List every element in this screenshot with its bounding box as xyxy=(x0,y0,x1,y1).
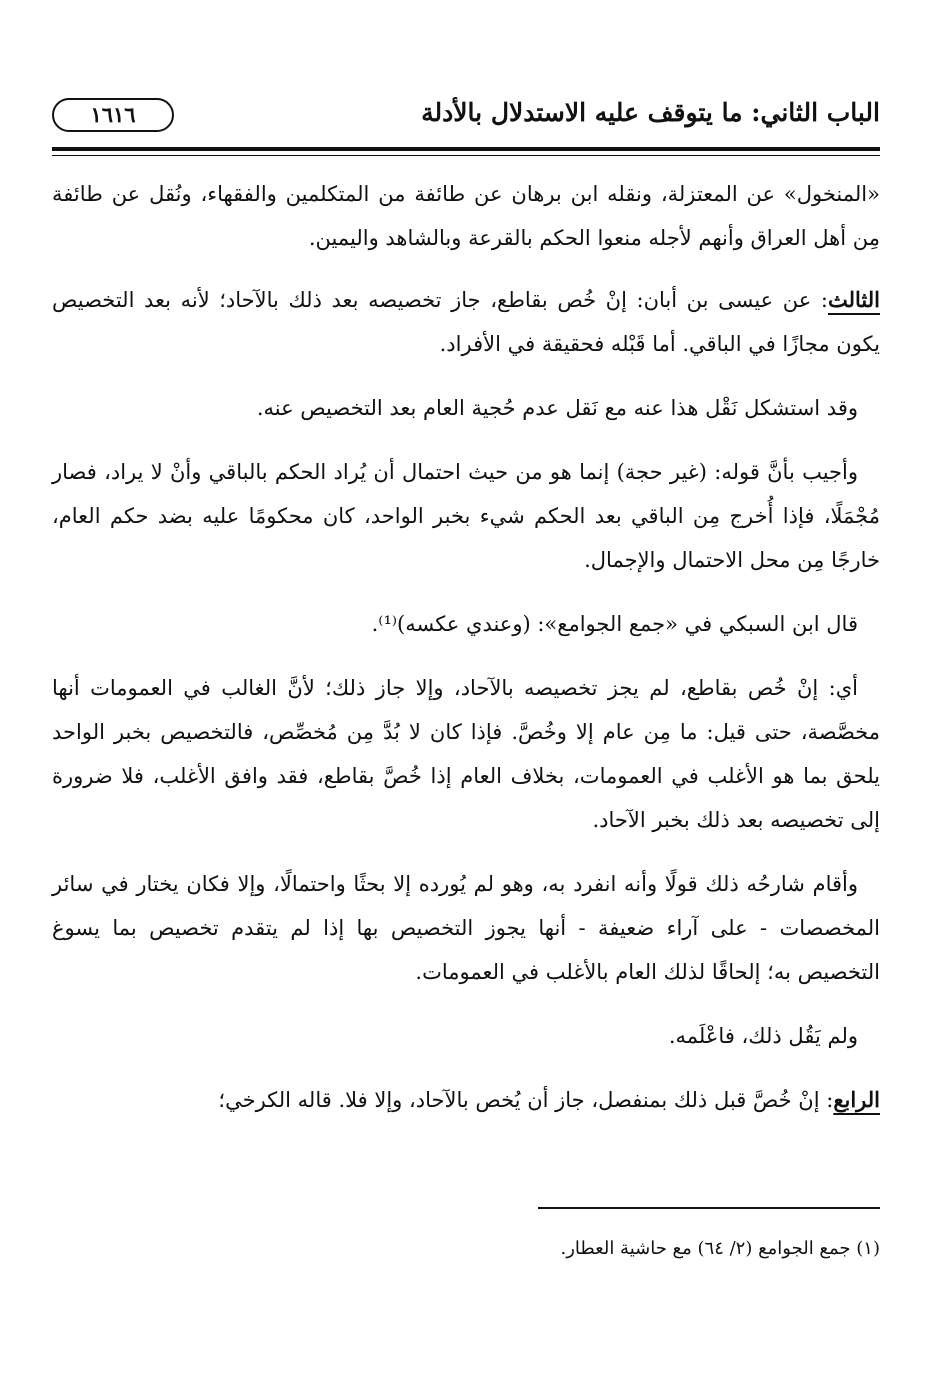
running-header xyxy=(52,96,880,140)
paragraph-9 xyxy=(52,1078,880,1122)
paragraph-4 xyxy=(52,450,880,582)
footnote-1: (١) جمع الجوامع (٢/ ٦٤) مع حاشية العطار. xyxy=(560,1238,880,1259)
paragraph-text: أي: إنْ خُص بقاطع، لم يجز تخصيصه بالآحاد، وإلا جاز ذلك؛ لأنَّ الغالب في العمومات أنها مخصَّصة، حتى قيل: ما مِن عام إلا وخُصَّ. فإذا كان لا بُدَّ مِن مُخصِّص، فالتخصيص بخبر الواحد يلحق بما هو الأغلب في العمومات، بخلاف العام إذا خُصَّ بقاطع، فقد وافق الأغلب، فلا ضرورة إلى تخصيصه بعد ذلك بخبر الآحاد. xyxy=(52,676,880,832)
paragraph-3 xyxy=(52,386,880,430)
paragraph-text: قال ابن السبكي في «جمع الجوامع»: (وعندي عكسه)⁽¹⁾. xyxy=(371,612,858,636)
paragraph-2 xyxy=(52,278,880,366)
section-heading-third: الثالث xyxy=(828,287,880,312)
section-heading-fourth: الرابع xyxy=(833,1087,880,1112)
paragraph-5 xyxy=(52,602,880,646)
header-rule-thin xyxy=(52,155,880,156)
header-rule-thick xyxy=(52,147,880,151)
paragraph-text: وقد استشكل نَقْل هذا عنه مع نَقل عدم حُجية العام بعد التخصيص عنه. xyxy=(256,396,858,420)
main-text xyxy=(52,172,880,1142)
paragraph-text: : إنْ خُصَّ قبل ذلك بمنفصل، جاز أن يُخص بالآحاد، وإلا فلا. قاله الكرخي؛ xyxy=(218,1088,834,1112)
chapter-title: الباب الثاني: ما يتوقف عليه الاستدلال بالأدلة xyxy=(421,98,880,127)
paragraph-text: وأقام شارحُه ذلك قولًا وأنه انفرد به، وهو لم يُورده إلا بحثًا واحتمالًا، وإلا فكان يختار في سائر المخصصات - على آراء ضعيفة - أنها يجوز التخصيص بها إذا لم يتقدم تخصيص بما يسوغ التخصيص به؛ إلحاقًا لذلك العام بالأغلب في العمومات. xyxy=(52,872,880,984)
paragraph-text: «المنخول» عن المعتزلة، ونقله ابن برهان عن طائفة من المتكلمين والفقهاء، ونُقل عن طائفة مِن أهل العراق وأنهم لأجله منعوا الحكم بالقرعة وبالشاهد واليمين. xyxy=(52,182,880,250)
footnote-separator xyxy=(538,1207,880,1209)
paragraph-text: ولم يَقُل ذلك، فاعْلَمه. xyxy=(668,1024,858,1048)
paragraph-7 xyxy=(52,862,880,994)
paragraph-text: وأجيب بأنَّ قوله: (غير حجة) إنما هو من حيث احتمال أن يُراد الحكم بالباقي وأنْ لا يراد، فصار مُجْمَلًا، فإذا أُخرج مِن الباقي بعد الحكم شيء بخبر الواحد، كان محكومًا عليه بضد حكم العام، خارجًا مِن محل الاحتمال والإجمال. xyxy=(52,460,880,572)
paragraph-text: : عن عيسى بن أبان: إنْ خُص بقاطع، جاز تخصيصه بعد ذلك بالآحاد؛ لأنه بعد التخصيص يكون مجازًا في الباقي. أما قَبْله فحقيقة في الأفراد. xyxy=(52,288,880,356)
paragraph-1 xyxy=(52,172,880,260)
paragraph-8 xyxy=(52,1014,880,1058)
page-number-badge: ١٦١٦ xyxy=(52,98,174,132)
paragraph-6 xyxy=(52,666,880,842)
